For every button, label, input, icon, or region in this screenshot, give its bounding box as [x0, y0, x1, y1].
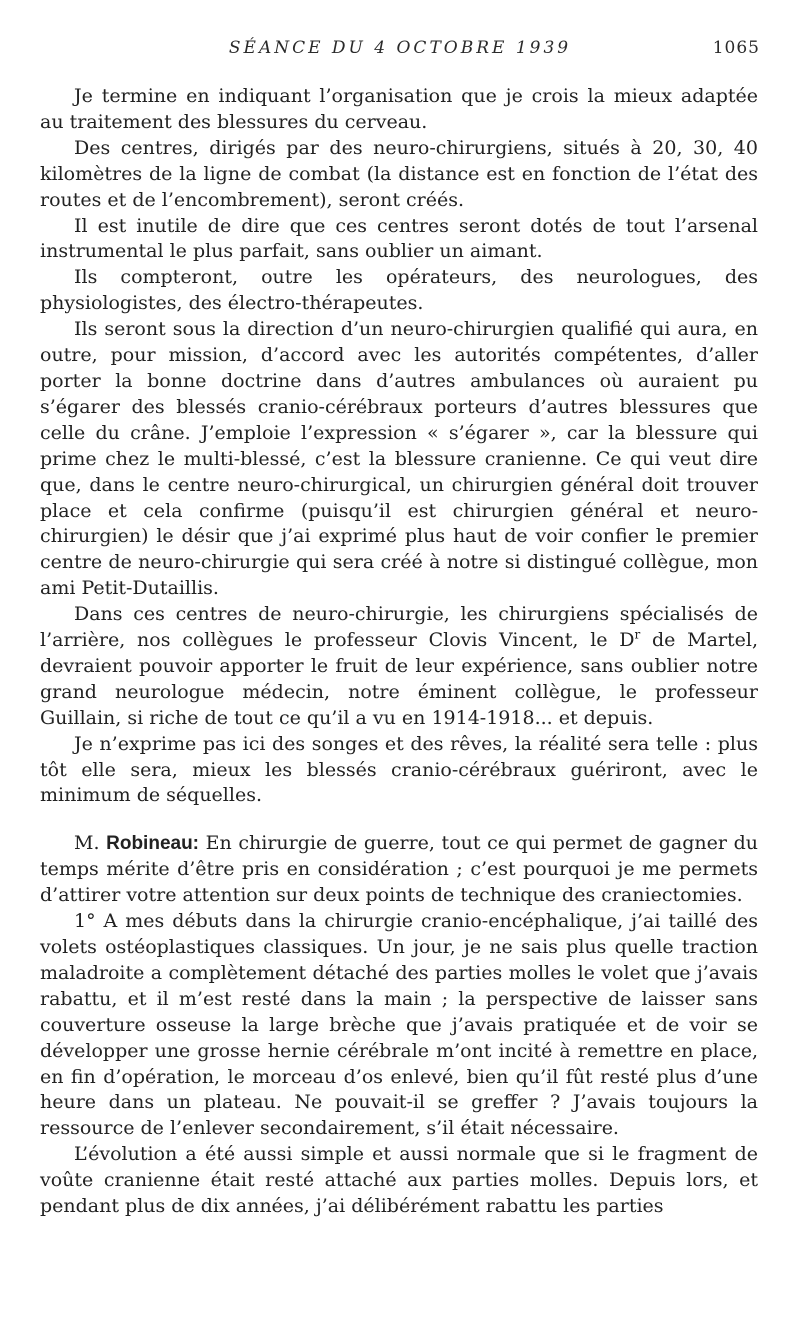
paragraph-staff: Ils compteront, outre les opérateurs, des neurologues, des physiologistes, des électro-thérapeutes.: [40, 266, 758, 315]
speaker-name: Robineau:: [106, 833, 200, 855]
paragraph-centres: Des centres, dirigés par des neuro-chirurgiens, situés à 20, 30, 40 kilomètres de la ligne de combat (la distance est en fonction de l’état des routes et de l’encombrement), seront créés.: [40, 136, 758, 211]
paragraph-robineau-intro: [40, 831, 758, 909]
paragraph-arsenal: Il est inutile de dire que ces centres seront dotés de tout l’arsenal instrumental le plus parfait, sans oublier un aimant.: [40, 214, 758, 263]
page-number: 1065: [712, 38, 760, 58]
paragraph-specialists-part1: Dans ces centres de neuro-chirurgie, les chirurgiens spécialisés de l’arrière, nos collègues le professeur Clovis Vincent, le D: [40, 603, 758, 652]
paragraph-volets: 1° A mes débuts dans la chirurgie cranio-encéphalique, j’ai taillé des volets ostéoplastiques classiques. Un jour, je ne sais plus quelle traction maladroite a complètement détaché des parties molles le volet que j’avais rabattu, et il m’est resté dans la main ; la perspective de laisser sans couverture osseuse la large brèche que j’avais pratiquée et de voir se développer une grosse hernie cérébrale m’ont incité à remettre en place, en fin d’opération, le morceau d’os enlevé, bien qu’il fût resté plus d’une heure dans un plateau. Ne pouvait-il se greffer ? J’avais toujours la ressource de l’enlever secondairement, s’il était nécessaire.: [40, 910, 758, 1140]
speaker-statement: En chirurgie de guerre, tout ce qui permet de gagner du temps mérite d’être pris en considération ; c’est pourquoi je me permets d’attirer votre attention sur deux points de technique des craniectomies.: [40, 832, 758, 907]
paragraph-conclusion: Je n’exprime pas ici des songes et des rêves, la réalité sera telle : plus tôt elle sera, mieux les blessés cranio-cérébraux guériront, avec le minimum de séquelles.: [40, 732, 758, 807]
running-head: [40, 38, 760, 64]
paragraph-specialists: [40, 602, 758, 732]
running-title: SÉANCE DU 4 OCTOBRE 1939: [228, 38, 572, 58]
section-gap: [40, 809, 758, 831]
paragraph-organisation: Je termine en indiquant l’organisation que je crois la mieux adaptée au traitement des blessures du cerveau.: [40, 85, 758, 133]
speaker-prefix: M.: [74, 832, 107, 855]
paragraph-evolution: L’évolution a été aussi simple et aussi normale que si le fragment de voûte cranienne était resté attaché aux parties molles. Depuis lors, et pendant plus de dix années, j’ai délibérément rabattu les parties: [40, 1143, 758, 1218]
doctor-abbreviation-superscript: r: [634, 627, 641, 642]
paragraph-specialists-part2: de Martel, devraient pouvoir apporter le fruit de leur expérience, sans oublier notre grand neurologue médecin, notre éminent collègue, le professeur Guillain, si riche de tout ce qu’il a vu en 1914-1918... et depuis.: [40, 629, 758, 729]
body-text: [40, 84, 758, 1220]
paragraph-direction: Ils seront sous la direction d’un neuro-chirurgien qualifié qui aura, en outre, pour mission, d’accord avec les autorités compétentes, d’aller porter la bonne doctrine dans d’autres ambulances où auraient pu s’égarer des blessés cranio-cérébraux porteurs d’autres blessures que celle du crâne. J’emploie l’expression « s’égarer », car la blessure qui prime chez le multi-blessé, c’est la blessure cranienne. Ce qui veut dire que, dans le centre neuro-chirurgical, un chirurgien général doit trouver place et cela confirme (puisqu’il est chirurgien général et neuro-chirurgien) le désir que j’ai exprimé plus haut de voir confier le premier centre de neuro-chirurgie qui sera créé à notre si distingué collègue, mon ami Petit-Dutaillis.: [40, 318, 758, 600]
